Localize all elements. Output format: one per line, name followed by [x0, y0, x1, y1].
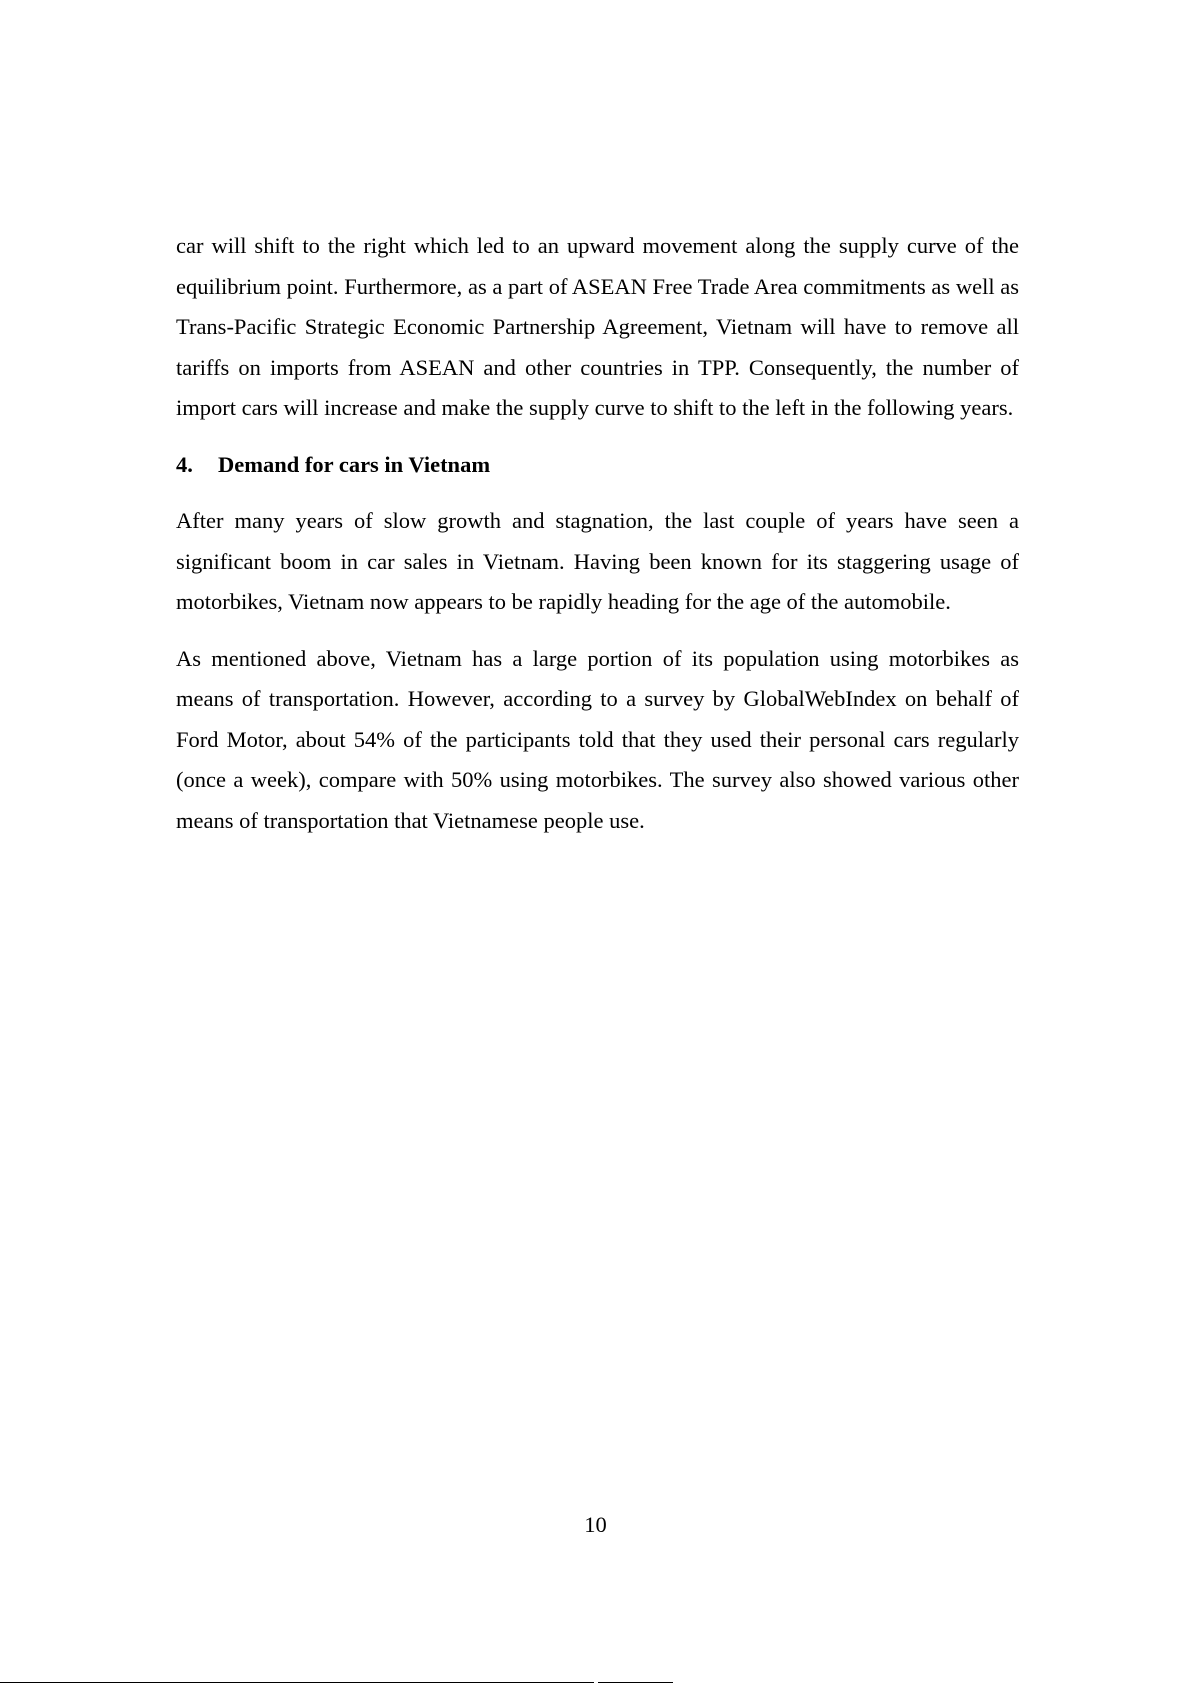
paragraph-transport-survey: As mentioned above, Vietnam has a large portion of its population using motorbikes as means of transportation. However, according to a survey by GlobalWebIndex on behalf of Ford Motor, about 54% of the participants told that they used their personal cars regularly (once a week), compare with 50% using motorbikes. The survey also showed various other means of transportation that Vietnamese people use.	[176, 645, 1019, 833]
page-number: 10	[584, 1512, 607, 1537]
section-heading	[176, 445, 1019, 486]
section-title: Demand for cars in Vietnam	[218, 451, 491, 477]
document-body	[176, 226, 1019, 841]
footer-rule-right	[598, 1682, 673, 1683]
paragraph-supply: car will shift to the right which led to an upward movement along the supply curve of the equilibrium point. Furthermore, as a part of ASEAN Free Trade Area commitments as well as Trans-Pacific Strategic Economic Partnership Agreement, Vietnam will have to remove all tariffs on imports from ASEAN and other countries in TPP. Consequently, the number of import cars will increase and make the supply curve to shift to the left in the following years.	[176, 233, 1019, 420]
section-number: 4.	[176, 451, 193, 477]
footer-rule-left	[0, 1682, 594, 1683]
paragraph-demand-intro: After many years of slow growth and stagnation, the last couple of years have seen a significant boom in car sales in Vietnam. Having been known for its staggering usage of motorbikes, Vietnam now appears to be rapidly heading for the age of the automobile.	[176, 508, 1019, 614]
